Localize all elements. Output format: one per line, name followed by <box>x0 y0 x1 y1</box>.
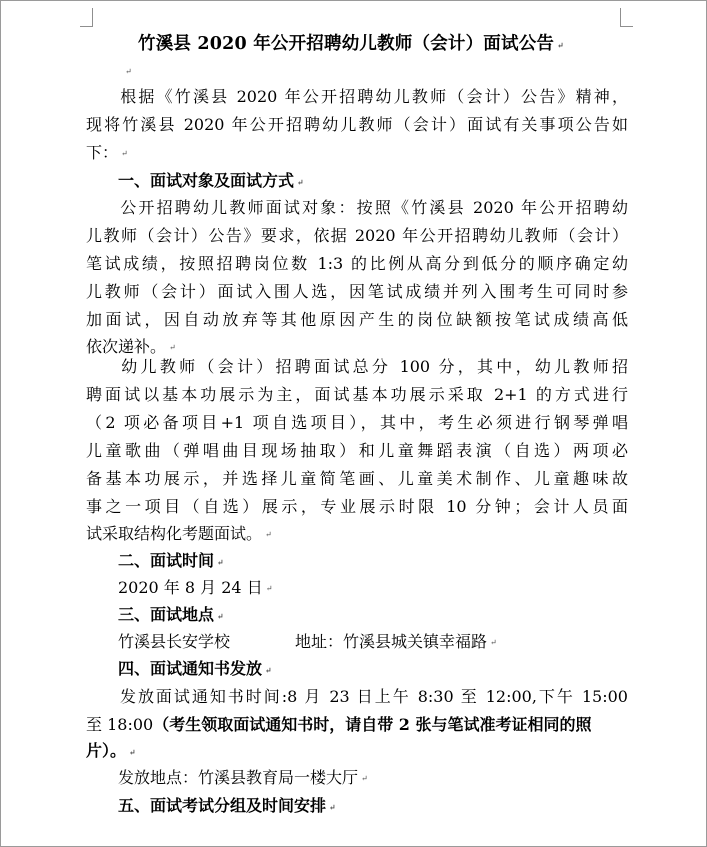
paragraph-mark: ↵ <box>490 637 497 647</box>
section1-line-2: 儿教师（会计）公告》要求，依据 2020 年公开招聘幼儿教师（会计） <box>86 226 628 245</box>
paragraph-mark: ↵ <box>265 583 273 593</box>
paragraph-mark: ↵ <box>169 342 176 352</box>
heading-2: 二、面试时间 ↵ <box>118 551 224 570</box>
paragraph-mark: ↵ <box>265 664 272 675</box>
paragraph-mark: ↵ <box>217 610 224 621</box>
venue-address: 地址：竹溪县城关镇幸福路 <box>295 632 488 651</box>
section1b-line-2: 聘面试以基本功展示为主，面试基本功展示采取 2+1 的方式进行 <box>86 385 628 404</box>
notice-time-line-1: 发放面试通知书时间:8 月 23 日上午 8:30 至 12:00,下午 15:00 <box>118 687 628 706</box>
paragraph-mark: ↵ <box>297 176 304 187</box>
notice-place: 发放地点：竹溪县教育局一楼大厅 ↵ <box>118 768 368 787</box>
notice-time-line-2: 至 18:00（考生领取面试通知书时，请自带 2 张与笔试准考证相同的照 <box>86 715 592 734</box>
crop-mark-top-right <box>620 8 633 27</box>
intro-line-3: 下： ↵ <box>86 143 128 162</box>
heading-5: 五、面试考试分组及时间安排 ↵ <box>118 796 336 815</box>
paragraph-mark: ↵ <box>329 801 336 812</box>
venue-line <box>118 631 497 654</box>
section1b-line-3: （2 项必备项目+1 项自选项目），其中，考生必须进行钢琴弹唱 <box>86 413 628 432</box>
paragraph-mark: ↵ <box>125 66 132 76</box>
paragraph-mark: ↵ <box>217 556 224 567</box>
notice-time-line-3: 片）。 ↵ <box>86 741 136 760</box>
paragraph-mark: ↵ <box>121 148 128 158</box>
heading-4: 四、面试通知书发放 ↵ <box>118 659 272 678</box>
interview-date: 2020 年 8 月 24 日 ↵ <box>118 578 273 597</box>
paragraph-mark: ↵ <box>265 529 272 539</box>
crop-mark-top-left <box>80 8 93 27</box>
intro-line-2: 现将竹溪县 2020 年公开招聘幼儿教师（会计）面试有关事项公告如 <box>86 115 628 134</box>
section1-line-6: 依次递补。 ↵ <box>86 337 176 356</box>
intro-line-1: 根据《竹溪县 2020 年公开招聘幼儿教师（会计）公告》精神， <box>118 87 628 106</box>
section1-line-1: 公开招聘幼儿教师面试对象：按照《竹溪县 2020 年公开招聘幼 <box>118 198 628 217</box>
section1b-line-6: 事之一项目（自选）展示，专业展示时限 10 分钟；会计人员面 <box>86 497 628 516</box>
section1-line-4: 儿教师（会计）面试入围人选，因笔试成绩并列入围考生可同时参 <box>86 282 628 301</box>
empty-paragraph <box>122 60 132 83</box>
section1-line-5: 加面试，因自动放弃等其他原因产生的岗位缺额按笔试成绩高低 <box>86 310 628 329</box>
venue-name: 竹溪县长安学校 <box>118 632 231 651</box>
document-title: 竹溪县 2020 年公开招聘幼儿教师（会计）面试公告 ↵ <box>138 34 564 54</box>
section1b-line-7: 试采取结构化考题面试。 ↵ <box>86 524 272 543</box>
paragraph-mark: ↵ <box>129 746 136 757</box>
heading-1: 一、面试对象及面试方式 ↵ <box>118 171 304 190</box>
notice-reminder: （考生领取面试通知书时，请自带 2 张与笔试准考证相同的照 <box>153 715 592 734</box>
section1b-line-1: 幼儿教师（会计）招聘面试总分 100 分，其中，幼儿教师招 <box>118 357 628 376</box>
paragraph-mark: ↵ <box>557 39 564 50</box>
section1b-line-4: 儿童歌曲（弹唱曲目现场抽取）和儿童舞蹈表演（自选）两项必 <box>86 441 628 460</box>
section1b-line-5: 备基本功展示，并选择儿童简笔画、儿童美术制作、儿童趣味故 <box>86 469 628 488</box>
section1-line-3: 笔试成绩，按照招聘岗位数 1:3 的比例从高分到低分的顺序确定幼 <box>86 254 628 273</box>
heading-3: 三、面试地点 ↵ <box>118 605 224 624</box>
paragraph-mark: ↵ <box>361 773 368 783</box>
